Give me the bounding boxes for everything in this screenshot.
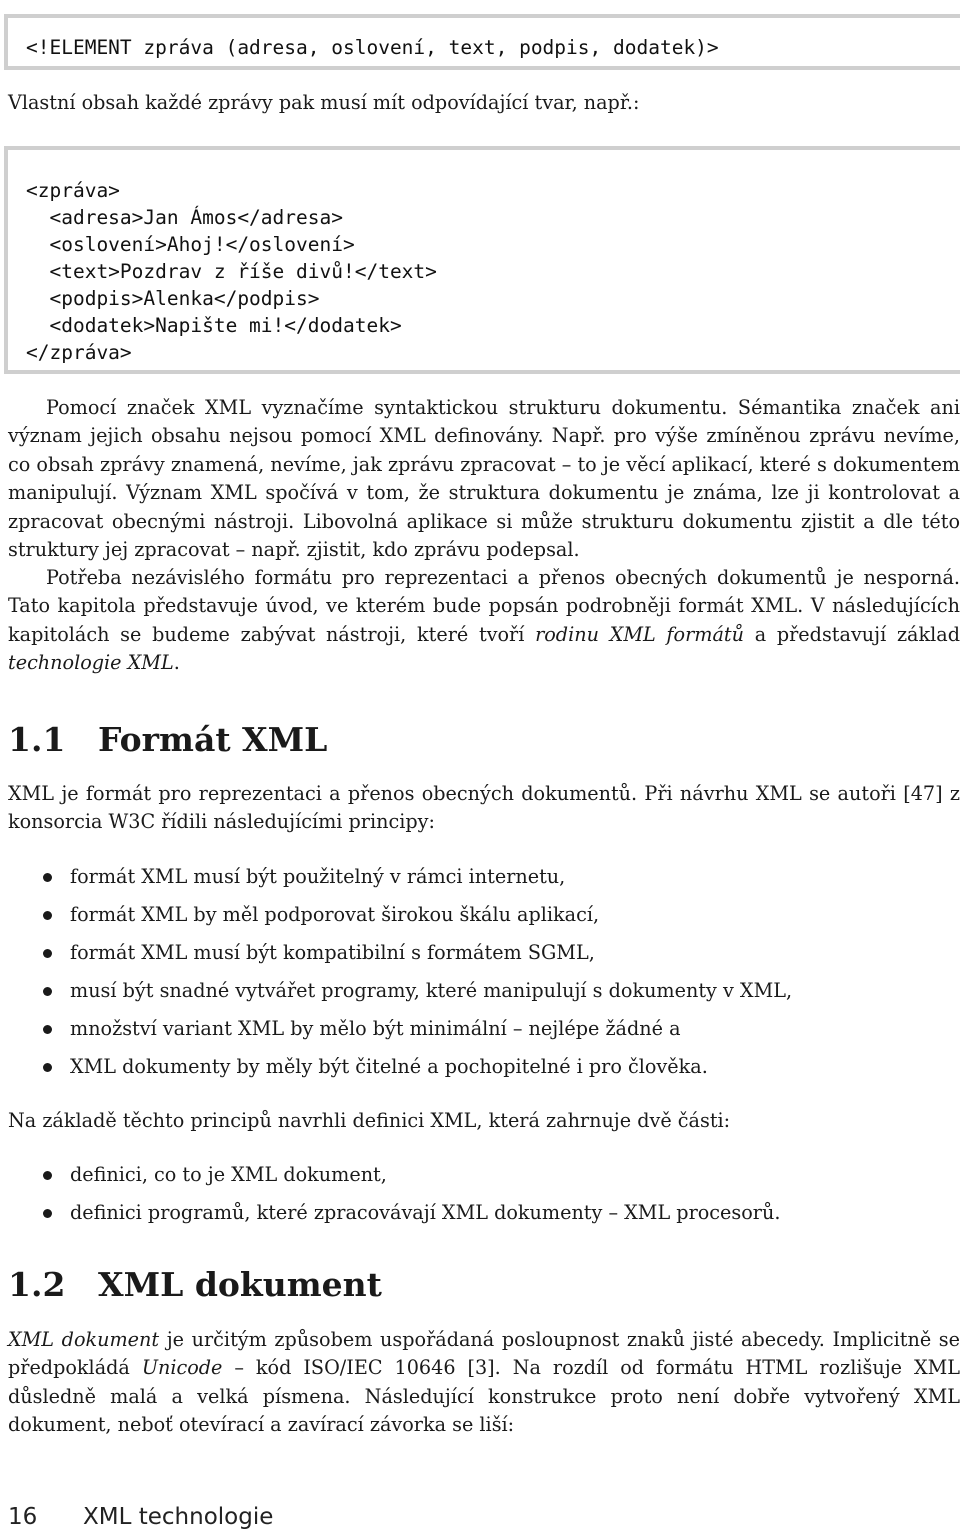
code-line: <!ELEMENT zpráva (adresa, oslovení, text, podpis, dodatek)> bbox=[26, 36, 719, 59]
bullet-icon bbox=[43, 1209, 52, 1218]
section-1-2-paragraph bbox=[8, 1326, 960, 1440]
code-line: <dodatek>Napište mi!</dodatek> bbox=[26, 314, 402, 337]
bullet-icon bbox=[43, 911, 52, 920]
code-line: <adresa>Jan Ámos</adresa> bbox=[26, 206, 343, 229]
text-span: Potřeba nezávislého formátu pro reprezentaci a přenos obecných dokumentů je nesporná. Tato kapitola představuje úvod, ve kterém bude popsán podrobněji formát XML. V následujících kapitolách se budeme zabývat nástroji, které tvoří bbox=[8, 566, 960, 646]
list-item bbox=[0, 939, 792, 977]
emphasis-unicode: Unicode bbox=[141, 1356, 223, 1380]
list-item-text: definici programů, které zpracovávají XML dokumenty – XML procesorů. bbox=[70, 1201, 781, 1224]
bullet-icon bbox=[43, 949, 52, 958]
text-span: – kód ISO/IEC 10646 [3]. Na rozdíl od formátu HTML rozlišuje XML důsledně malá a velká písmena. Následující konstrukce proto není dobře vytvořený XML dokument, neboť otevírací a zavírací závorka se liší: bbox=[8, 1356, 960, 1437]
page-number: 16 bbox=[8, 1504, 38, 1530]
list-item-text: formát XML musí být použitelný v rámci internetu, bbox=[70, 865, 566, 888]
code-content bbox=[26, 177, 437, 366]
paragraph-need-for-format bbox=[8, 564, 960, 678]
list-item bbox=[0, 977, 792, 1015]
list-item bbox=[0, 1015, 792, 1053]
section-heading-1-2 bbox=[8, 1265, 382, 1305]
bullet-icon bbox=[43, 1063, 52, 1072]
list-item bbox=[0, 1053, 792, 1091]
intro-sentence: Vlastní obsah každé zprávy pak musí mít odpovídající tvar, např.: bbox=[8, 91, 640, 114]
text-span: a představují základ bbox=[743, 622, 960, 646]
section-number: 1.1 bbox=[8, 720, 66, 759]
emphasis-xml-technology: technologie XML bbox=[8, 651, 174, 675]
section-1-1-intro: XML je formát pro reprezentaci a přenos obecných dokumentů. Při návrhu XML se autoři [47] z konsorcia W3C řídili následujícími principy: bbox=[8, 782, 960, 834]
running-title: XML technologie bbox=[83, 1504, 274, 1530]
list-item bbox=[0, 1161, 780, 1199]
section-number: 1.2 bbox=[8, 1265, 66, 1304]
code-line: <oslovení>Ahoj!</oslovení> bbox=[26, 233, 355, 256]
list-item bbox=[0, 901, 792, 939]
bullet-icon bbox=[43, 873, 52, 882]
list-item-text: XML dokumenty by měly být čitelné a pochopitelné i pro člověka. bbox=[70, 1055, 708, 1078]
section-heading-1-1 bbox=[8, 720, 327, 760]
list-item-text: musí být snadné vytvářet programy, které manipulují s dokumenty v XML, bbox=[70, 979, 793, 1002]
text-span: . bbox=[173, 651, 180, 675]
bullet-icon bbox=[43, 987, 52, 996]
text-span: je určitým způsobem uspořádaná posloupnost znaků jisté abecedy. Implicitně se předpokládá bbox=[8, 1328, 960, 1380]
bullet-icon bbox=[43, 1025, 52, 1034]
parts-list bbox=[0, 1161, 780, 1237]
page-footer bbox=[8, 1504, 273, 1530]
code-block-element-declaration bbox=[4, 14, 960, 70]
code-block-example-message bbox=[4, 146, 960, 374]
emphasis-xml-family: rodinu XML formátů bbox=[535, 622, 744, 646]
section-title: Formát XML bbox=[98, 720, 328, 759]
emphasis-xml-document: XML dokument bbox=[8, 1328, 160, 1351]
code-line: <zpráva> bbox=[26, 179, 120, 202]
list-item-text: množství variant XML by mělo být minimální – nejlépe žádné a bbox=[70, 1017, 681, 1040]
list-item bbox=[0, 1199, 780, 1237]
principles-list bbox=[0, 863, 792, 1091]
section-title: XML dokument bbox=[98, 1265, 382, 1304]
code-line: <text>Pozdrav z říše divů!</text> bbox=[26, 260, 437, 283]
parts-intro: Na základě těchto principů navrhli definici XML, která zahrnuje dvě části: bbox=[8, 1109, 731, 1132]
code-line: <podpis>Alenka</podpis> bbox=[26, 287, 320, 310]
list-item-text: formát XML musí být kompatibilní s formátem SGML, bbox=[70, 941, 595, 964]
bullet-icon bbox=[43, 1171, 52, 1180]
list-item-text: formát XML by měl podporovat širokou škálu aplikací, bbox=[70, 903, 600, 926]
list-item bbox=[0, 863, 792, 901]
code-line: </zpráva> bbox=[26, 341, 132, 364]
list-item-text: definici, co to je XML dokument, bbox=[70, 1163, 387, 1186]
paragraph-semantics: Pomocí značek XML vyznačíme syntaktickou strukturu dokumentu. Sémantika značek ani význam jejich obsahu nejsou pomocí XML definovány. Např. pro výše zmíněnou zprávu nevíme, co obsah zprávy znamená, nevíme, jak zprávu zpracovat – to je věcí aplikací, které s dokumentem manipulují. Význam XML spočívá v tom, že struktura dokumentu je známa, lze ji kontrolovat a zpracovat obecnými nástroji. Libovolná aplikace si může strukturu dokumentu zjistit a dle této struktury jej zpracovat – např. zjistit, kdo zprávu podepsal. bbox=[8, 396, 960, 562]
